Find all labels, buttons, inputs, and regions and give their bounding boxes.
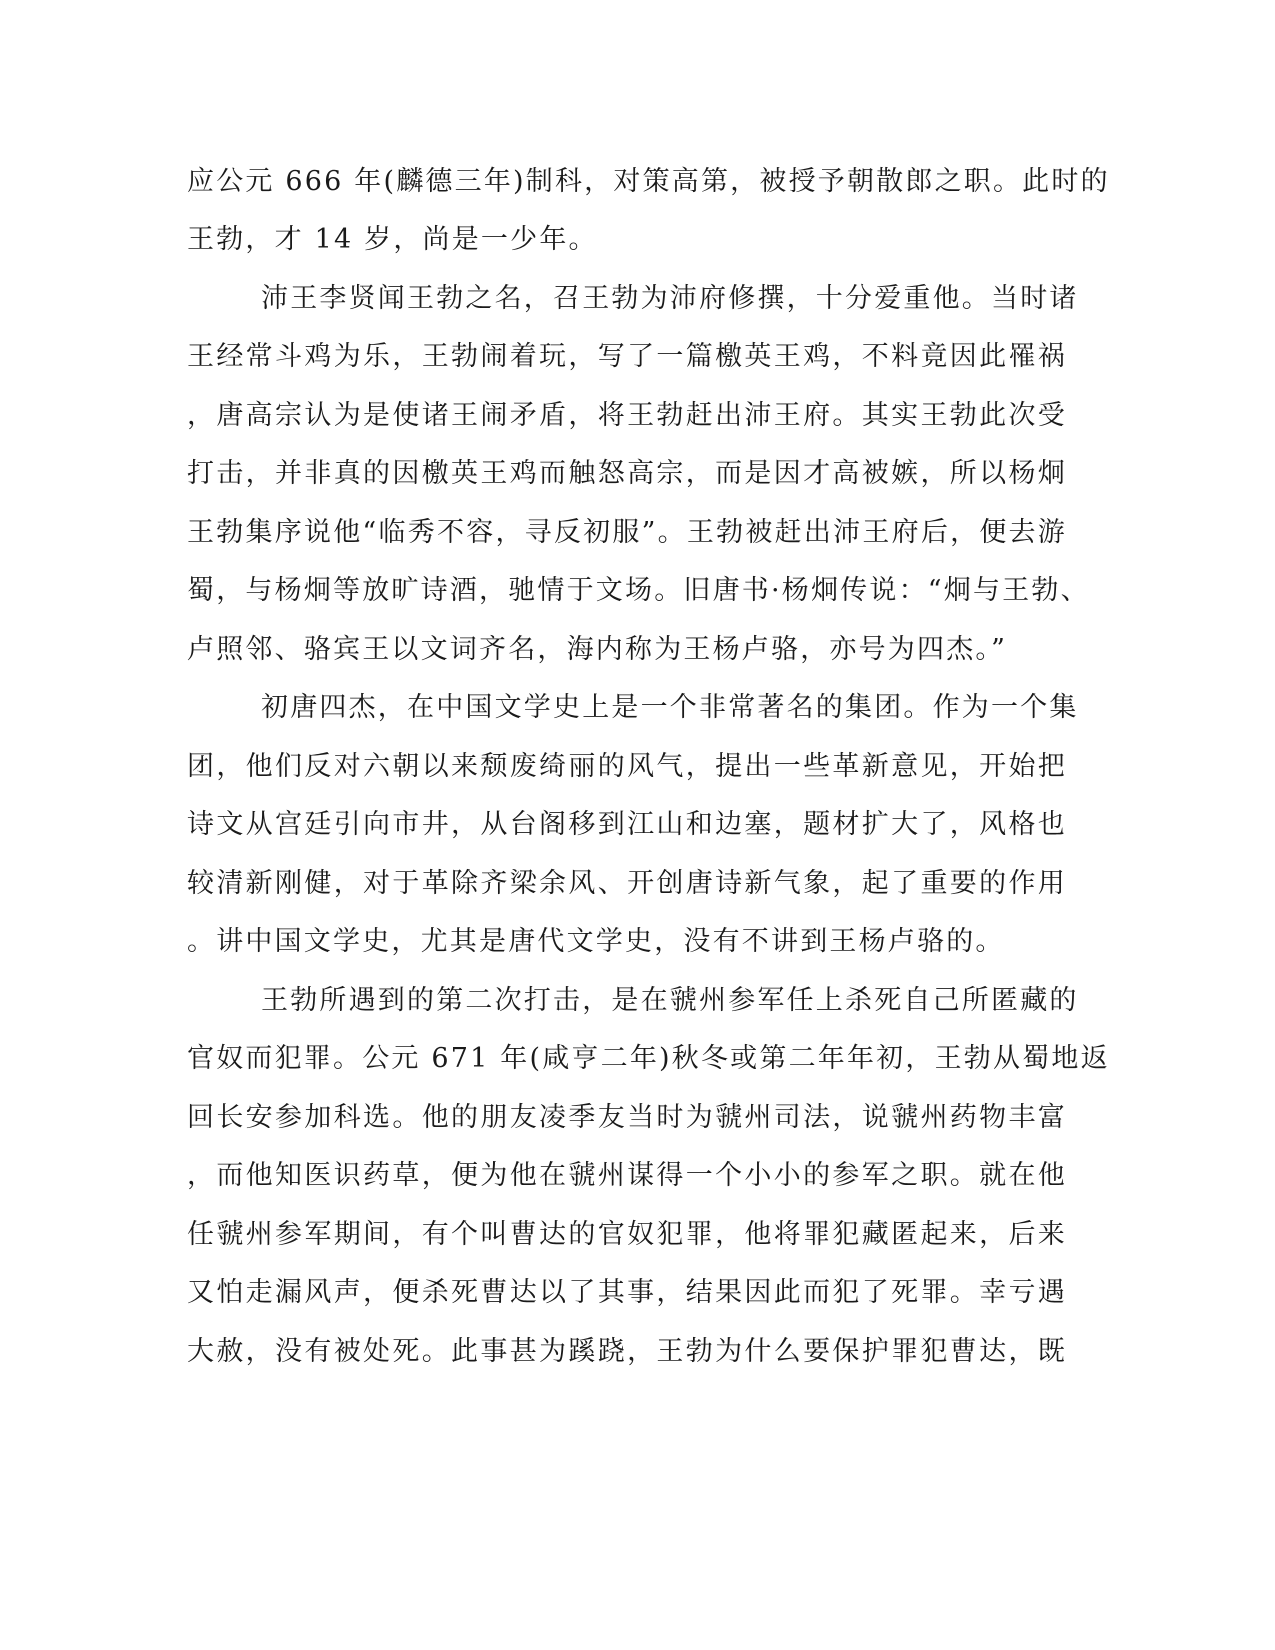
text-line-14: 。讲中国文学史，尤其是唐代文学史，没有不讲到王杨卢骆的。 [187,926,1005,957]
text-line-15: 王勃所遇到的第二次打击，是在虢州参军任上杀死自己所匿藏的 [261,985,1079,1016]
text-line-9: 卢照邻、骆宾王以文词齐名，海内称为王杨卢骆，亦号为四杰。” [187,634,1008,665]
text-line-13: 较清新刚健，对于革除齐梁余风、开创唐诗新气象，起了重要的作用 [187,868,1067,899]
text-line-6: 打击，并非真的因檄英王鸡而触怒高宗，而是因才高被嫉，所以杨炯 [187,458,1067,489]
text-line-5: ，唐高宗认为是使诸王闹矛盾，将王勃赶出沛王府。其实王勃此次受 [187,400,1067,431]
text-line-4: 王经常斗鸡为乐，王勃闹着玩，写了一篇檄英王鸡，不料竟因此罹祸 [187,341,1067,372]
text-line-20: 又怕走漏风声，便杀死曹达以了其事，结果因此而犯了死罪。幸亏遇 [187,1277,1067,1308]
text-line-8: 蜀，与杨炯等放旷诗酒，驰情于文场。旧唐书·杨炯传说：“炯与王勃、 [187,575,1090,606]
text-line-11: 团，他们反对六朝以来颓废绮丽的风气，提出一些革新意见，开始把 [187,751,1067,782]
text-line-21: 大赦，没有被处死。此事甚为蹊跷，王勃为什么要保护罪犯曹达，既 [187,1336,1067,1367]
text-line-18: ，而他知医识药草，便为他在虢州谋得一个小小的参军之职。就在他 [187,1160,1067,1191]
text-line-16: 官奴而犯罪。公元 671 年(咸亨二年)秋冬或第二年年初，王勃从蜀地返 [187,1043,1110,1074]
text-line-3: 沛王李贤闻王勃之名，召王勃为沛府修撰，十分爱重他。当时诸 [261,283,1079,314]
text-line-10: 初唐四杰，在中国文学史上是一个非常著名的集团。作为一个集 [261,692,1079,723]
text-line-7: 王勃集序说他“临秀不容，寻反初服”。王勃被赶出沛王府后，便去游 [187,517,1067,548]
text-line-19: 任虢州参军期间，有个叫曹达的官奴犯罪，他将罪犯藏匿起来，后来 [187,1219,1067,1250]
text-line-12: 诗文从宫廷引向市井，从台阁移到江山和边塞，题材扩大了，风格也 [187,809,1067,840]
text-line-1: 应公元 666 年(麟德三年)制科，对策高第，被授予朝散郎之职。此时的 [187,166,1110,197]
text-line-2: 王勃，才 14 岁，尚是一少年。 [187,224,598,255]
text-line-17: 回长安参加科选。他的朋友凌季友当时为虢州司法，说虢州药物丰富 [187,1102,1067,1133]
